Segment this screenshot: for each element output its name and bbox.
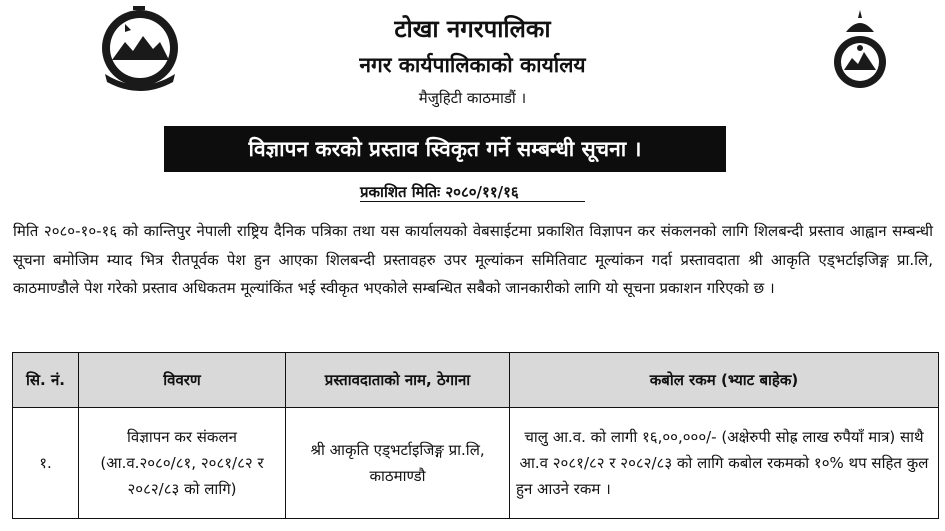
cell-description: विज्ञापन कर संकलन (आ.व.२०८०/८१, २०८१/८२ र २०८२/८३ को लागि) xyxy=(79,408,286,519)
office-name: नगर कार्यपालिकाको कार्यालय xyxy=(359,53,586,77)
cell-serial: १. xyxy=(13,408,79,519)
award-table xyxy=(12,352,939,519)
table-header-row xyxy=(13,353,939,408)
cell-bidder: श्री आकृति एड्भर्टाइजिङ्ग प्रा.लि, काठमाण्डौ xyxy=(286,408,510,519)
header-bidder: प्रस्तावदाताको नाम, ठेगाना xyxy=(286,353,510,408)
header-amount: कबोल रकम (भ्याट बाहेक) xyxy=(510,353,939,408)
cell-amount: चालु आ.व. को लागी १६,००,०००/- (अक्षेरुपी सोह्र लाख रुपैयाँ मात्र) साथै आ.व २०८१/८२ र २०८२/८३ को लागि कबोल रकमको १०% थप सहित कुल हुन आउने रकम । xyxy=(510,408,939,519)
date-underline xyxy=(360,201,585,202)
table-row xyxy=(13,408,939,519)
header-description: विवरण xyxy=(79,353,286,408)
header-serial: सि. नं. xyxy=(13,353,79,408)
notice-body: मिति २०८०-१०-१६ को कान्तिपुर नेपाली राष्ट्रिय दैनिक पत्रिका तथा यस कार्यालयको वेबसाईटमा प्रकाशित विज्ञापन कर संकलनको लागि शिलबन्दी प्रस्ताव आह्वान सम्बन्धी सूचना बमोजिम म्याद भित्र रीतपूर्वक पेश हुन आएका शिलबन्दी प्रस्तावहरु उपर मूल्यांकन समितिवाट मूल्यांकन गर्दा प्रस्तावदाता श्री आकृति एड्भर्टाइजिङ्ग प्रा.लि, काठमाण्डौले पेश गरेको प्रस्ताव अधिकतम मूल्यांकिंत भई स्वीकृत भएकोले सम्बन्धित सबैको जानकारीको लागि यो सूचना प्रकाशन गरिएको छ । xyxy=(13,222,933,297)
notice-title: विज्ञापन करको प्रस्ताव स्विकृत गर्ने सम्बन्धी सूचना । xyxy=(164,126,726,172)
municipality-name: टोखा नगरपालिका xyxy=(394,15,551,43)
office-address: मैजुहिटी काठमाडौं । xyxy=(418,89,527,107)
published-date: प्रकाशित मितिः २०८०/११/१६ xyxy=(360,183,519,201)
